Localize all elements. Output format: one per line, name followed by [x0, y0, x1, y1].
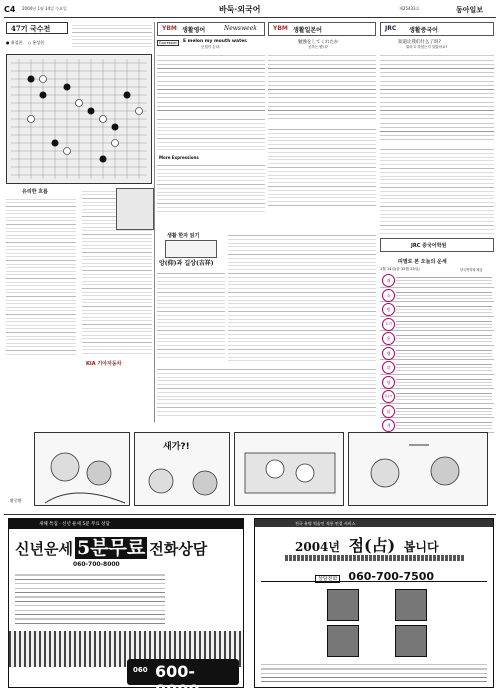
jrc-notes: [380, 146, 494, 236]
fortune-text: [396, 319, 492, 329]
ybm-english-section: [157, 22, 265, 222]
ad-right: [254, 518, 494, 688]
jrc-footer: JRC 중국어학원: [411, 243, 447, 249]
chinese-char-glyph-box: [165, 240, 217, 258]
fortune-row: [380, 360, 494, 375]
ad-right-year: 2004년: [295, 540, 340, 554]
ybm-japanese-sub: 공부는 했니?: [308, 45, 328, 49]
ads-separator: [4, 514, 496, 515]
ad-right-phone-label: 상담전화: [315, 575, 340, 583]
newsweek-logo: Newsweek: [224, 25, 257, 32]
go-board: [6, 54, 152, 184]
ad-right-banner-text: 전국 유명 역술인 직통 연결 서비스: [295, 520, 356, 526]
edition-number: 제25433호: [399, 6, 420, 11]
ybm-japanese-title: 생활일본어: [293, 27, 322, 34]
comic-panel-3-art: [235, 433, 345, 507]
fortune-text: [396, 304, 492, 314]
ybm-english-notes: [157, 116, 265, 152]
fortune-row: [380, 346, 494, 361]
more-expressions-label: More Expressions: [159, 155, 199, 160]
jrc-dialogue: [380, 52, 494, 142]
baduk-title: 47기 국수전: [11, 24, 51, 33]
page-header: [4, 4, 496, 16]
fortune-section: [380, 258, 494, 428]
baduk-title-box: [6, 22, 68, 34]
chinese-char-word: 앙(仰)과 길상(吉祥): [159, 260, 214, 267]
section-title: 바둑·외국어: [219, 4, 261, 14]
fortune-row: [380, 389, 494, 404]
ad-left-phone-small: 060-700-8000: [73, 561, 120, 568]
ad-right-rule: [261, 581, 487, 582]
sponsor-logo: KIA 기아자동차: [86, 361, 122, 367]
ybm-english-dialogue: [157, 52, 265, 112]
player-row: [6, 40, 68, 48]
ybm-japanese-logo: YBM: [273, 25, 288, 32]
ox-icon: 소: [382, 289, 395, 302]
fortune-text: [396, 348, 492, 358]
comic-panel-4: [348, 432, 488, 506]
fortune-row: [380, 302, 494, 317]
fortune-row: [380, 404, 494, 419]
ybm-english-headline: E melon my mouth water.: [183, 39, 248, 44]
newspaper-name: 동아일보: [456, 5, 484, 14]
ybm-japanese-phrase: 勉強をしてくれたか: [298, 40, 339, 45]
fortune-text: [396, 290, 492, 300]
jrc-sub: 뭐라고 하셨는지 알았어요?: [406, 45, 448, 49]
rabbit-icon: 토끼: [382, 318, 395, 331]
baduk-mini-board: [116, 188, 154, 230]
ybm-english-sub: 군침이 돈다.: [201, 45, 221, 49]
comic-panel-4-art: [349, 433, 489, 507]
sheep-icon: 양: [382, 376, 395, 389]
fortune-row: [380, 317, 494, 332]
fortune-text: [396, 333, 492, 343]
fortune-text: [396, 420, 492, 430]
ybm-english-title-box: [157, 22, 265, 36]
ad-left-phone-prefix: 060: [133, 666, 148, 674]
jrc-phrase: 知道让我们什么了吗?: [398, 40, 441, 45]
ad-right-tagline: [285, 555, 465, 561]
comic-strip: [6, 430, 494, 510]
baduk-intro-text: [72, 22, 152, 50]
ad-left-headline-1: 신년운세: [15, 540, 73, 558]
dog-icon: 개: [382, 419, 395, 432]
baduk-commentary-title: 유리한 흐름: [22, 189, 48, 195]
baduk-section: [6, 22, 152, 422]
ad-left-headline-3: 전화상담: [149, 540, 208, 558]
jrc-title-box: [380, 22, 494, 36]
page-number: C4: [4, 5, 16, 14]
baduk-commentary-left: [6, 196, 76, 356]
comic-caption: 새가?!: [163, 442, 190, 452]
ad-right-highlight: 점(占): [348, 536, 396, 555]
ad-left-banner: [9, 519, 243, 529]
fortune-date: 1월 14일(음 12월 23일): [380, 267, 420, 271]
ad-right-headline: [295, 533, 439, 556]
fortune-provider: 한국역학회 제공: [460, 268, 483, 272]
ad-left-banner-text: 새해 특집 · 신년 운세 5분 무료 상담: [39, 522, 110, 527]
ybm-english-title: 생활영어: [182, 27, 206, 34]
ad-right-portrait-1: [327, 589, 359, 621]
ybm-japanese-section: [268, 22, 376, 222]
comic-panel-1: [34, 432, 130, 506]
chinese-char-section: [157, 232, 225, 362]
horse-icon: 말: [382, 361, 395, 374]
ad-left-phone-block: [127, 659, 239, 700]
chinese-char-title: 생활 한자 읽기: [167, 233, 200, 239]
jrc-logo: JRC: [385, 25, 397, 32]
ad-right-footer-text: [261, 661, 487, 685]
expression-label: Expression: [159, 41, 178, 45]
comic-panel-1-art: [35, 433, 131, 507]
white-player: 윤성현: [32, 40, 45, 45]
rooster-icon: 닭: [382, 405, 395, 418]
dragon-icon: 용: [382, 332, 395, 345]
article-body-lower: [157, 366, 376, 418]
fortune-row: [380, 375, 494, 390]
ybm-japanese-dialogue: [268, 52, 376, 122]
monkey-icon: 원숭이: [382, 390, 395, 403]
ad-right-banner: [255, 519, 493, 527]
jrc-footer-box: [380, 238, 494, 252]
ad-right-portrait-4: [395, 625, 427, 657]
header-rule: [4, 17, 496, 18]
header-date: 2004년 1월 14일 수요일: [22, 6, 67, 11]
fortune-text: [396, 377, 492, 387]
go-board-diagram: [7, 55, 151, 183]
snake-icon: 뱀: [382, 347, 395, 360]
rat-icon: 쥐: [382, 274, 395, 287]
ad-right-portrait-3: [327, 625, 359, 657]
tiger-icon: 범: [382, 303, 395, 316]
white-stone-icon: ○: [27, 40, 32, 45]
jrc-chinese-section: [380, 22, 494, 254]
fortune-text: [396, 362, 492, 372]
black-player: 최철한: [10, 40, 23, 45]
ad-right-portrait-2: [395, 589, 427, 621]
ybm-logo: YBM: [162, 25, 177, 32]
fortune-row: [380, 288, 494, 303]
ad-right-tail: 봅니다: [403, 540, 439, 554]
ybm-japanese-notes: [268, 126, 376, 206]
black-stone-icon: ●: [6, 40, 10, 45]
jrc-title: 생활중국어: [409, 27, 438, 34]
ad-left-phone-big: 600-8000: [155, 662, 200, 700]
fortune-text: [396, 275, 492, 285]
ad-left-headline: [15, 533, 241, 557]
more-expressions-text: [157, 162, 265, 212]
fortune-title: 띠별로 본 오늘의 운세: [398, 259, 447, 265]
chinese-char-text: [157, 270, 225, 360]
fortune-row: [380, 273, 494, 288]
ad-right-phone: 060-700-7500: [348, 570, 435, 583]
column-divider: [154, 22, 155, 422]
fortune-list: [380, 273, 494, 447]
fortune-row: [380, 331, 494, 346]
fortune-text: [396, 391, 492, 401]
comic-panel-3: [234, 432, 344, 506]
article-body-middle: [228, 232, 376, 362]
ad-left: [8, 518, 244, 700]
fortune-text: [396, 406, 492, 416]
ybm-japanese-title-box: [268, 22, 376, 36]
comic-artist: 황중환: [10, 498, 22, 503]
ad-left-headline-2: 5분무료: [76, 537, 146, 559]
ad-left-body: [15, 571, 165, 627]
comic-panel-2: [134, 432, 230, 506]
